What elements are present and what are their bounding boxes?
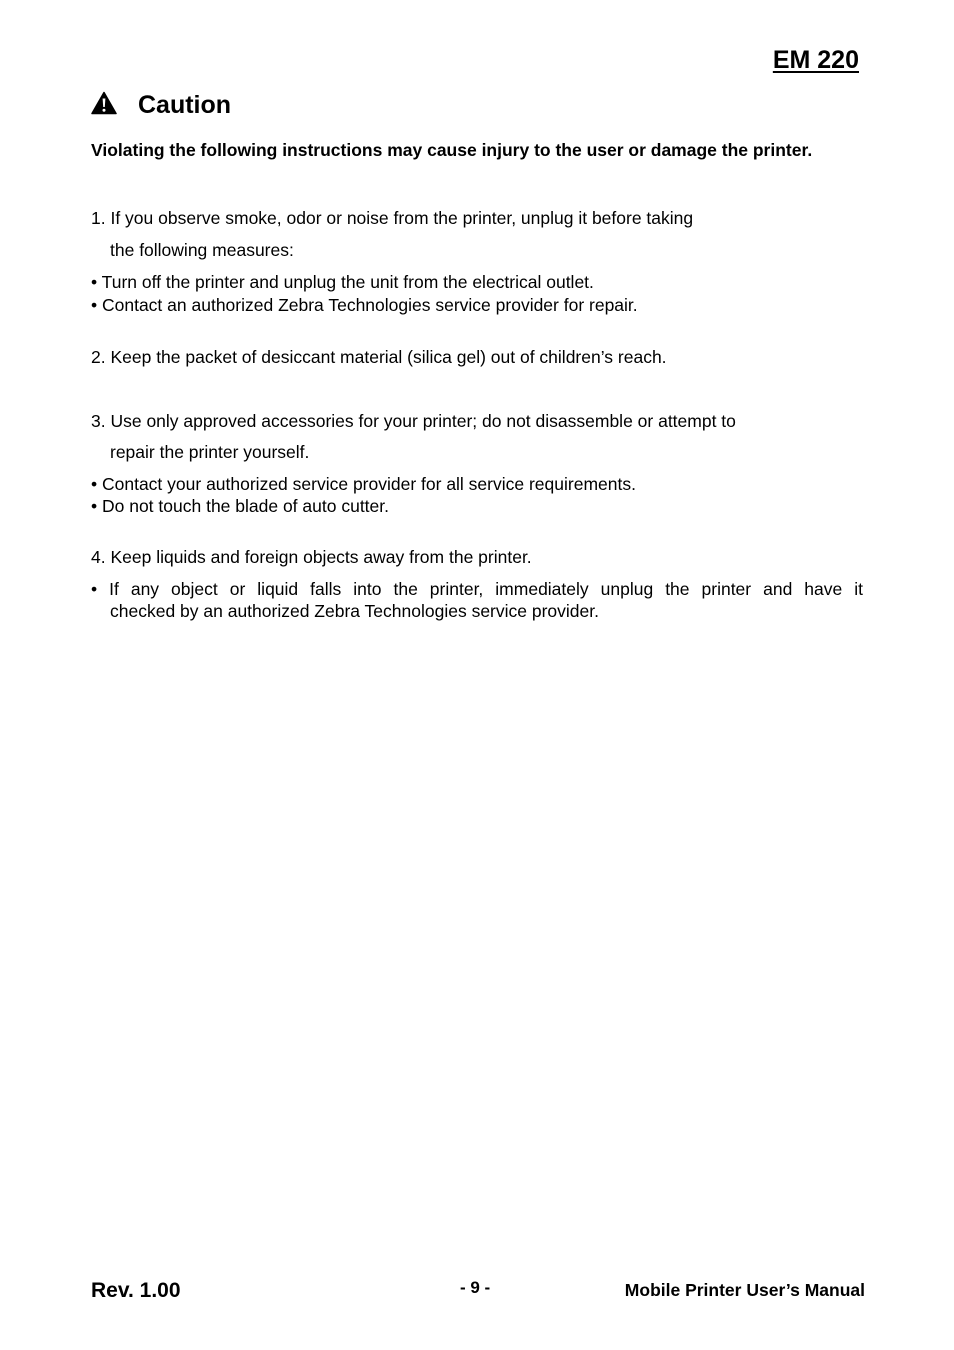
model-name: EM 220: [772, 46, 859, 74]
item-2-line-1: 2. Keep the packet of desiccant material (silica gel) out of children’s reach.: [91, 347, 667, 367]
item-3-line-1: 3. Use only approved accessories for your printer; do not disassemble or attempt to: [91, 411, 736, 431]
item-1-line-1: 1. If you observe smoke, odor or noise from the printer, unplug it before taking: [91, 208, 694, 228]
warning-statement: Violating the following instructions may cause injury to the user or damage the printer.: [91, 140, 813, 160]
item-4-line-1: 4. Keep liquids and foreign objects away from the printer.: [91, 547, 532, 567]
footer-revision: Rev. 1.00: [91, 1279, 181, 1302]
item-1-bullet-1: • Turn off the printer and unplug the unit from the electrical outlet.: [91, 272, 594, 292]
item-4-bullet-line-2: checked by an authorized Zebra Technologies service provider.: [110, 601, 599, 621]
item-3-bullet-1: • Contact your authorized service provider for all service requirements.: [91, 474, 636, 494]
item-1-bullet-2: • Contact an authorized Zebra Technologies service provider for repair.: [91, 295, 638, 315]
caution-title: Caution: [138, 91, 232, 119]
footer-manual-title: Mobile Printer User’s Manual: [624, 1280, 865, 1300]
footer-page-number: - 9 -: [460, 1278, 491, 1297]
item-3-line-2: repair the printer yourself.: [110, 442, 310, 462]
warning-triangle-icon: [91, 91, 117, 115]
item-3-bullet-2: • Do not touch the blade of auto cutter.: [91, 496, 389, 516]
item-4-bullet-line-1: • If any object or liquid falls into the printer, immediately unplug the printer and have it: [91, 579, 863, 599]
item-1-line-2: the following measures:: [110, 240, 294, 260]
